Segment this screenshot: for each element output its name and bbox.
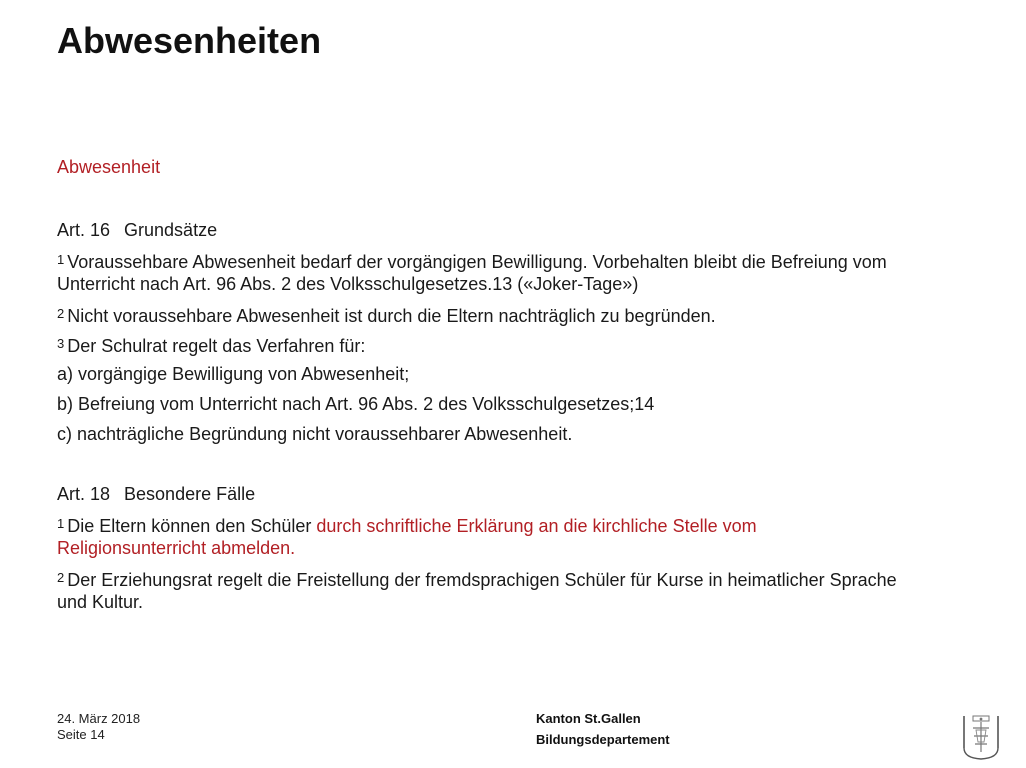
article-16-paragraph-1-continued xyxy=(57,272,1007,296)
footer-date-page xyxy=(57,711,140,743)
section-heading: Abwesenheit xyxy=(57,157,161,177)
paragraph-number: 1 xyxy=(57,516,65,531)
article-16-paragraph-1 xyxy=(57,248,1007,274)
paragraph-text: Der Erziehungsrat regelt die Freistellung der fremdsprachigen Schüler für Kurse in heimatlicher Sprache xyxy=(67,570,897,590)
article-18-paragraph-2 xyxy=(57,566,1007,592)
st-gallen-crest-icon xyxy=(962,712,1000,760)
article-18-paragraph-1 xyxy=(57,512,1007,538)
article-16-heading xyxy=(57,218,1007,242)
article-16-number: Art. 16 xyxy=(57,220,111,240)
list-item-b: b) Befreiung vom Unterricht nach Art. 96 Abs. 2 des Volksschulgesetzes;14 xyxy=(57,394,655,414)
article-18-paragraph-2-continued: und Kultur. xyxy=(57,592,144,612)
footer-department: Bildungsdepartement xyxy=(536,732,670,747)
article-16-paragraph-2 xyxy=(57,302,1007,328)
highlighted-text: durch schriftliche Erklärung an die kirchliche Stelle vom xyxy=(316,516,757,536)
article-16-paragraph-3 xyxy=(57,332,1007,358)
article-18-paragraph-1-continued: Religionsunterricht abmelden. xyxy=(57,538,296,558)
footer-organization xyxy=(536,708,670,750)
page-title: Abwesenheiten xyxy=(57,20,322,61)
paragraph-number: 3 xyxy=(57,336,65,351)
article-16-title: Grundsätze xyxy=(124,220,218,240)
footer-page-number: Seite 14 xyxy=(57,727,105,742)
paragraph-text: Nicht voraussehbare Abwesenheit ist durch die Eltern nachträglich zu begründen. xyxy=(67,306,716,326)
paragraph-text: Der Schulrat regelt das Verfahren für: xyxy=(67,336,366,356)
article-18-number: Art. 18 xyxy=(57,484,111,504)
paragraph-text: Voraussehbare Abwesenheit bedarf der vorgängigen Bewilligung. Vorbehalten bleibt die Befreiung vom xyxy=(67,252,887,272)
article-18-title: Besondere Fälle xyxy=(124,484,256,504)
footer-canton: Kanton St.Gallen xyxy=(536,711,641,726)
paragraph-number: 2 xyxy=(57,570,65,585)
list-item-c: c) nachträgliche Begründung nicht voraussehbarer Abwesenheit. xyxy=(57,424,573,444)
list-item-a: a) vorgängige Bewilligung von Abwesenheit; xyxy=(57,364,410,384)
paragraph-text: Die Eltern können den Schüler xyxy=(67,516,312,536)
paragraph-number: 2 xyxy=(57,306,65,321)
footer-date: 24. März 2018 xyxy=(57,711,141,726)
paragraph-text: Unterricht nach Art. 96 Abs. 2 des Volksschulgesetzes.13 («Joker-Tage») xyxy=(57,274,639,294)
paragraph-number: 1 xyxy=(57,252,65,267)
article-18-heading xyxy=(57,482,1007,506)
